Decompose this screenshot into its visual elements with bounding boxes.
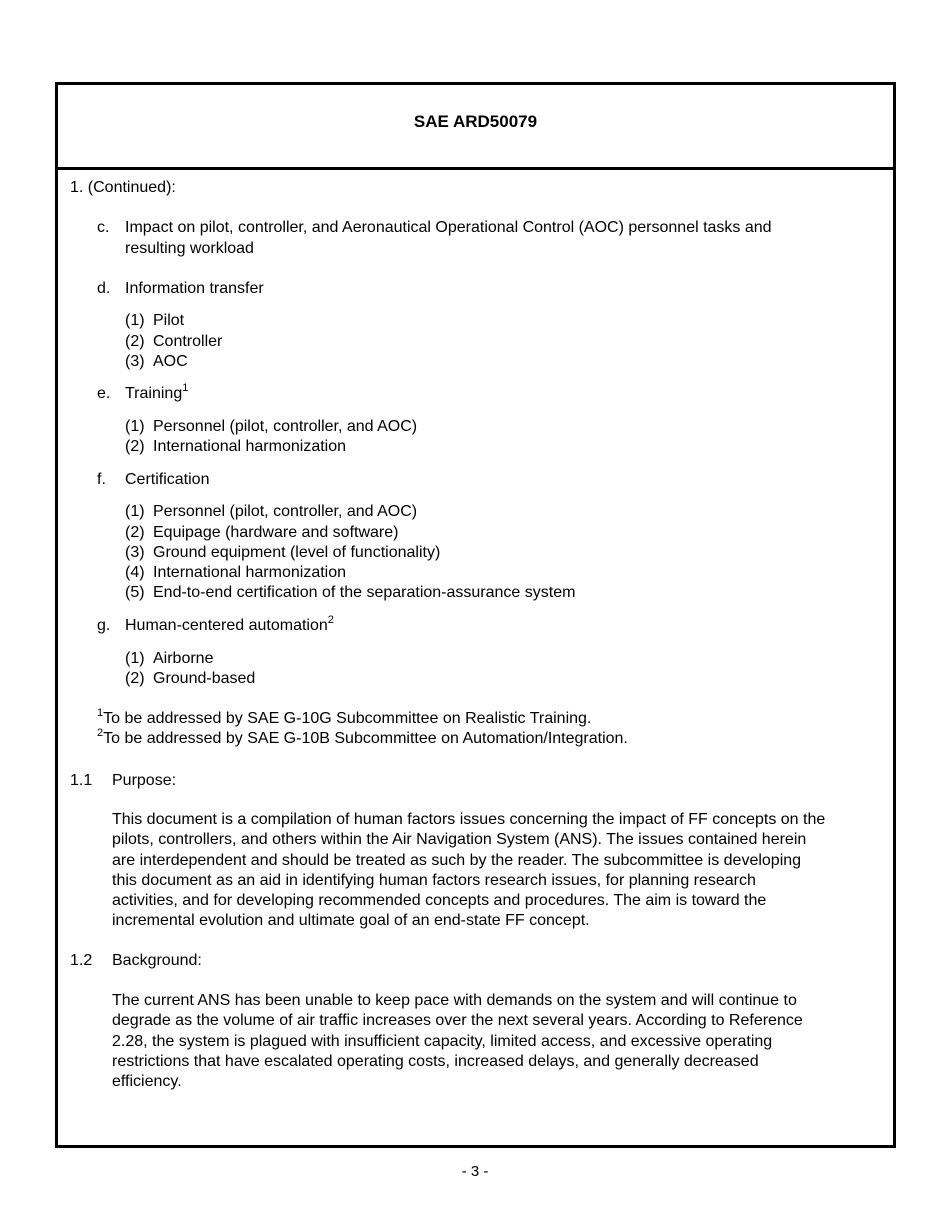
subitem-text: International harmonization [153,438,347,455]
subitem-num: (1) [125,650,145,667]
subitem-text: Controller [153,333,223,350]
subitem-text: Airborne [153,650,214,667]
section-number: 1.2 [70,952,93,969]
subitem-text: Equipage (hardware and software) [153,524,399,541]
item-text: resulting workload [125,240,254,257]
item-text: Human-centered automation$^2$ [125,614,334,634]
subitem-num: (1) [125,312,145,329]
subitem-num: (2) [125,670,145,687]
footnote: $^1$To be addressed by SAE G-10G Subcommittee on Realistic Training. [97,707,592,727]
item-text: Information transfer [125,280,264,297]
subitem-num: (5) [125,584,145,601]
subitem-text: End-to-end certification of the separation-assurance system [153,584,576,601]
subitem-text: Ground equipment (level of functionality) [153,544,441,561]
item-text: Impact on pilot, controller, and Aeronautical Operational Control (AOC) personnel tasks and [125,219,772,236]
subitem-text: Personnel (pilot, controller, and AOC) [153,418,418,435]
subitem-num: (4) [125,564,145,581]
subitem-text: AOC [153,353,188,370]
page-number: - 3 - [461,1163,489,1180]
item-text: Certification [125,471,210,488]
section-label: 1. (Continued): [70,179,176,196]
footnote-ref: 2 [327,614,334,626]
subitem-num: (2) [125,438,145,455]
section-heading: Purpose: [112,772,177,789]
subitem-num: (2) [125,333,145,350]
item-text: Training$^1$ [125,382,189,402]
purpose-paragraph: This document is a compilation of human factors issues concerning the impact of FF concepts on the pilots, controllers, and others within the Air Navigation System (ANS). The issues contained herein are interdependent and should be treated as such by the reader. The subcommittee is developing this document as an aid in identifying human factors research issues, for planning research activities, and for developing recommended concepts and procedures. The aim is toward the incremental evolution and ultimate goal of an end-state FF concept. [112,811,826,930]
subitem-num: (3) [125,353,145,370]
item-letter: d. [97,280,111,297]
subitem-num: (1) [125,503,145,520]
item-letter: e. [97,385,111,402]
document-title: SAE ARD50079 [413,112,538,131]
subitem-num: (3) [125,544,145,561]
subitem-num: (1) [125,418,145,435]
footnote-ref: 1 [182,382,189,394]
item-letter: f. [97,471,106,488]
subitem-text: Ground-based [153,670,256,687]
background-paragraph: The current ANS has been unable to keep pace with demands on the system and will continue to degrade as the volume of air traffic increases over the next several years. According to Reference 2.28, the system is plagued with insufficient capacity, limited access, and excessive operating restrictions that have escalated operating costs, increased delays, and generally decreased efficiency. [112,992,803,1091]
item-letter: g. [97,617,111,634]
section-number: 1.1 [70,772,93,789]
subitem-num: (2) [125,524,145,541]
document-header [58,85,893,170]
section-heading: Background: [112,952,202,969]
subitem-text: Pilot [153,312,185,329]
footnote: $^2$To be addressed by SAE G-10B Subcommittee on Automation/Integration. [97,727,628,747]
subitem-text: International harmonization [153,564,347,581]
item-letter: c. [97,219,110,236]
subitem-text: Personnel (pilot, controller, and AOC) [153,503,418,520]
